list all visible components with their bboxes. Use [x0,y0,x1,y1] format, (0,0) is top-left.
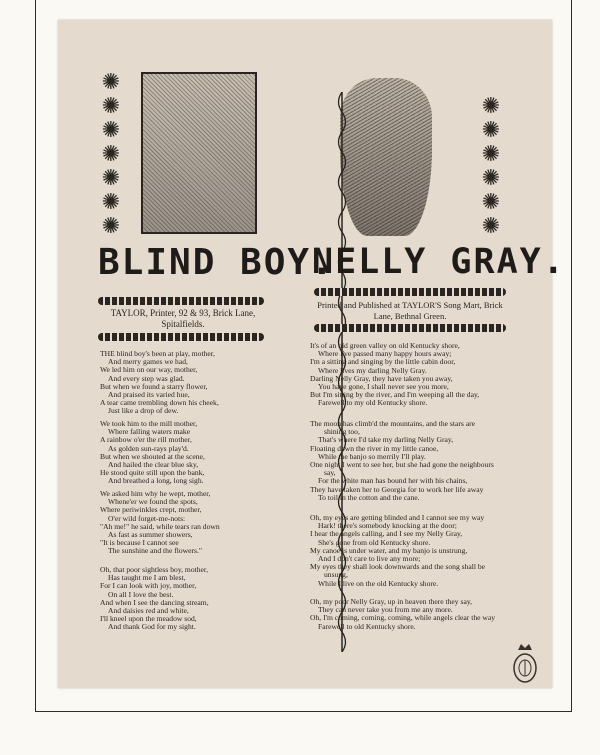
verse-line: One night I went to see her, but she had gone the neighbours [310,460,494,470]
verse-line: Hark! there's somebody knocking at the door; [318,521,457,531]
verse-line: The moon has climb'd the mountains, and the stars are [310,419,476,428]
nelly-gray-woodcut-figure [340,78,432,236]
imprint-line: Printed and Published at TAYLOR'S Song Mart, Brick [317,300,503,310]
left-song-title: BLIND BOY. [98,242,335,283]
blind-boy-woodcut-image [141,72,257,234]
rosette-ornament-icon: ✺ [101,166,121,191]
right-bottom-border-strip [314,324,506,332]
right-stanza-3 [310,514,520,588]
verse-line: shining too, [324,427,360,437]
right-stanza-2 [310,420,520,502]
verse-line: You have gone, I shall never see you more, [318,382,449,392]
verse-line: O'er wild forget-me-nots: [108,513,186,523]
verse-line: And I don't care to live any more; [318,554,421,564]
verse-line: I'll kneel upon the meadow sod, [100,614,197,624]
verse-line: And merry games we had, [108,357,188,367]
verse-line: For the white man has bound her with his chains, [318,476,468,486]
verse-line: I hear the angels calling, and I see my Nelly Gray, [310,529,463,539]
verse-line: "Ah me!" he said, while tears ran down [100,521,220,531]
rosette-ornament-icon: ✺ [481,190,501,215]
verse-line: We asked him why he wept, mother, [100,489,211,498]
verse-line: And every step was glad. [108,373,185,383]
imprint-line: Lane, Bethnal Green. [373,311,447,321]
rosette-ornament-icon: ✺ [101,190,121,215]
verse-line: Oh, that poor sightless boy, mother, [100,565,209,574]
rosette-ornament-icon: ✺ [481,214,501,239]
verse-line: While the banjo so merrily I'll play. [318,451,426,461]
verse-line: Farewell to old Kentucky shore. [318,621,416,631]
left-stanza-4 [100,566,280,632]
left-stanza-2 [100,420,280,486]
verse-line: On all I love the best. [108,589,174,599]
verse-line: While I live on the old Kentucky shore. [318,578,439,588]
left-stanza-3 [100,490,280,556]
rosette-ornament-icon: ✺ [101,142,121,167]
rosette-ornament-icon: ✺ [481,142,501,167]
verse-line: "It is because I cannot see [100,538,179,548]
verse-line: They can never take you from me any more. [318,605,453,615]
mount-border-left [35,0,36,712]
verse-line: Farewell to my old Kentucky shore. [318,398,428,408]
verse-line: Darling Nelly Gray, they have taken you away, [310,373,453,383]
verse-line: She's gone from old Kentucky shore. [318,537,431,547]
rosette-ornament-icon: ✺ [101,94,121,119]
verse-line: Oh, my eyes are getting blinded and I cannot see my way [310,513,485,522]
mount-border-right [571,0,572,712]
verse-line: For I can look with joy, mother, [100,581,197,591]
imprint-line: TAYLOR, Printer, 92 & 93, Brick Lane, [110,308,256,318]
rosette-ornament-icon: ✺ [481,94,501,119]
verse-line: Oh, my poor Nelly Gray, up in heaven there they say, [310,597,473,606]
left-printer-imprint [98,308,268,330]
verse-line: And praised its varied hue, [108,390,190,400]
verse-line: They have taken her to Georgia for to work her life away [310,484,484,494]
mount-border-bottom [35,711,572,712]
verse-line: Where lives my darling Nelly Gray. [318,365,427,375]
verse-line: And hailed the clear blue sky, [108,460,199,470]
verse-line: Has taught me I am blest, [108,573,186,583]
rosette-ornament-icon: ✺ [101,118,121,143]
verse-line: As golden sun-rays play'd. [108,443,189,453]
verse-line: The sunshine and the flowers." [108,546,202,556]
library-stamp-icon [512,642,538,686]
verse-line: Whene'er we found the spots, [108,497,198,507]
verse-line: My canoe is under water, and my banjo is unstrung, [310,545,468,555]
verse-line: We took him to the mill mother, [100,419,198,428]
verse-line: I'm a sitting and singing by the little cabin door, [310,357,456,367]
right-stanza-4 [310,598,520,631]
verse-line: Where periwinkles crept, mother, [100,505,202,515]
verse-line: That's where I'd take my darling Nelly Gray, [318,435,454,445]
verse-line: As fast as summer showers, [108,530,193,540]
verse-line: say, [324,468,336,478]
left-bottom-border-strip [98,333,264,341]
imprint-line: Spitalfields. [161,319,205,329]
verse-line: Oh, I'm coming, coming, coming, while angels clear the way [310,613,496,623]
broadside-sheet [58,20,566,688]
verse-line: But when we shouted at the scene, [100,451,205,461]
verse-line: THE blind boy's been at play, mother, [100,349,215,358]
rosette-ornament-icon: ✺ [481,166,501,191]
verse-line: But when we found a starry flower, [100,381,208,391]
verse-line: And when I see the dancing stream, [100,597,209,607]
verse-line: And breathed a long, long sigh. [108,476,204,486]
verse-line: We led him on our way, mother, [100,365,198,375]
rosette-ornament-icon: ✺ [101,70,121,95]
verse-line: But I'm sitting by the river, and I'm weeping all the day, [310,390,480,400]
verse-line: He stood quite still upon the bank, [100,468,205,478]
right-publisher-imprint [308,300,512,322]
verse-line: My eyes they shall look downwards and the song shall be [310,562,486,572]
rosette-ornament-icon: ✺ [481,118,501,143]
verse-line: Where falling waters make [108,427,191,437]
verse-line: And thank God for my sight. [108,622,196,632]
verse-line: unsung, [324,570,348,580]
left-stanza-1 [100,350,280,416]
verse-line: Just like a drop of dew. [108,406,179,416]
rosette-ornament-icon: ✺ [101,214,121,239]
verse-line: It's of an old green valley on old Kentucky shore, [310,341,460,350]
verse-line: Where I've passed many happy hours away; [318,349,452,359]
right-song-title: NELLY GRAY. [312,242,566,282]
right-stanza-1 [310,342,520,408]
left-top-border-strip [98,297,264,305]
verse-line: A tear came trembling down his cheek, [100,398,219,408]
verse-line: Floating down the river in my little canoe, [310,443,439,453]
verse-line: A rainbow o'er the rill mother, [100,435,192,445]
verse-line: And daisies red and white, [108,606,189,616]
verse-line: To toil in the cotton and the cane. [318,492,420,502]
right-top-border-strip [314,288,506,296]
